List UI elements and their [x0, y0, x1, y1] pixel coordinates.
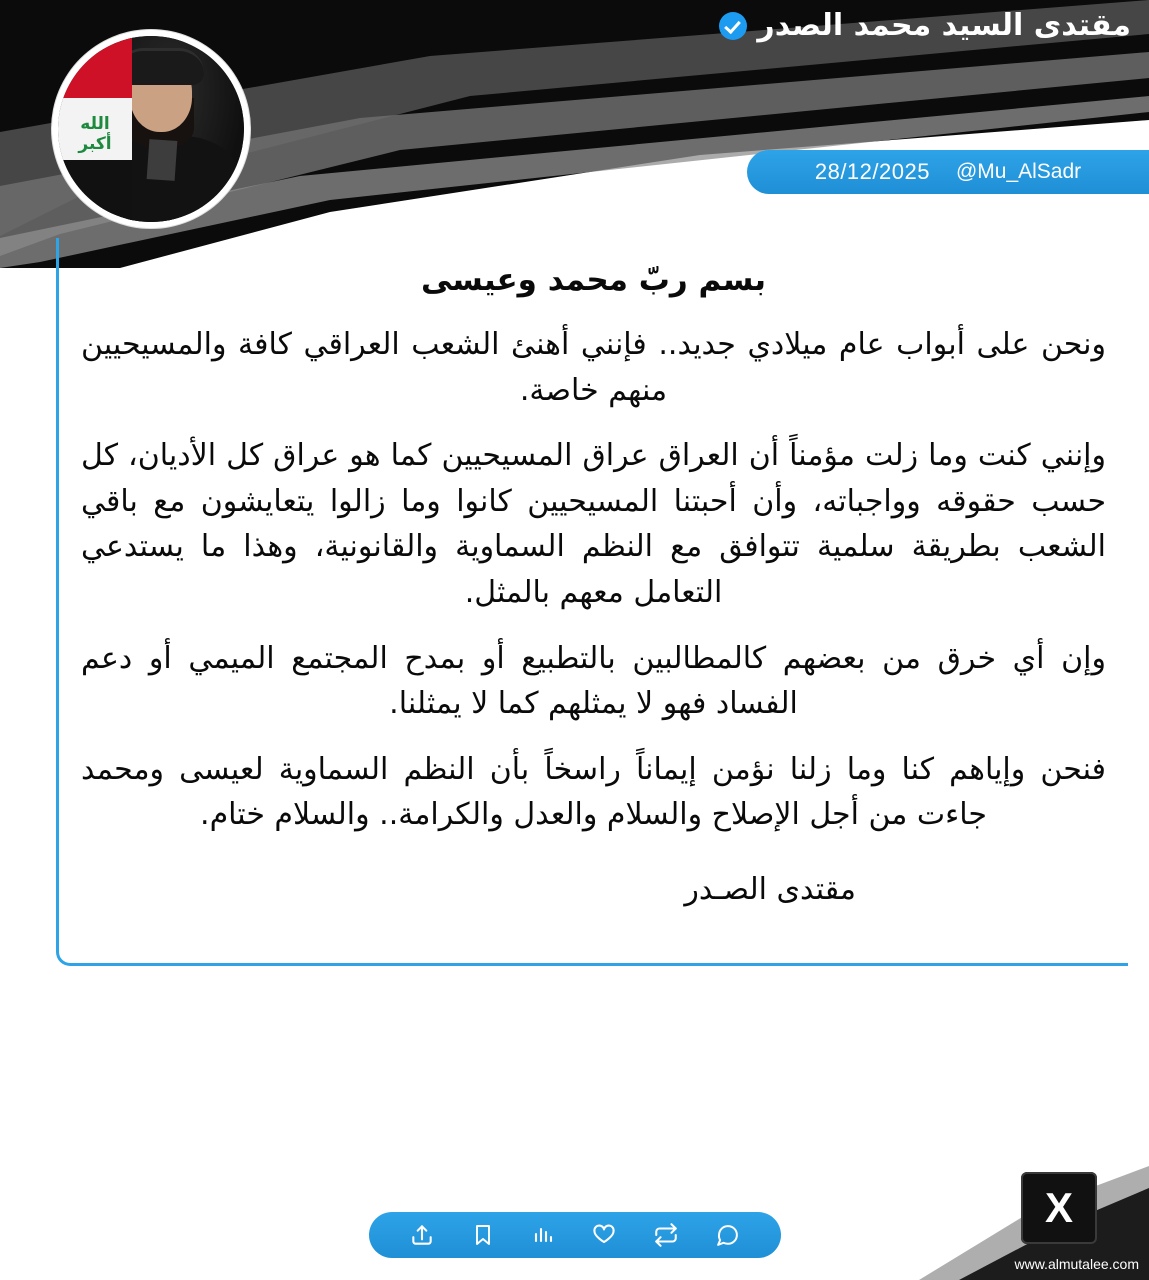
post-meta-bar	[747, 150, 1149, 194]
reply-icon[interactable]	[715, 1223, 740, 1248]
post-paragraph-1: ونحن على أبواب عام ميلادي جديد.. فإنني أهنئ الشعب العراقي كافة والمسيحيين منهم خاصة.	[81, 327, 1106, 408]
avatar-image	[58, 36, 244, 222]
analytics-icon[interactable]	[531, 1223, 555, 1247]
watermark-url: www.almutalee.com	[1014, 1256, 1139, 1272]
portrait-collar	[147, 139, 178, 181]
post-action-bar	[369, 1212, 781, 1258]
post-date: 28/12/2025	[814, 159, 930, 184]
avatar[interactable]	[52, 30, 250, 228]
site-watermark	[919, 1148, 1149, 1280]
x-logo-icon	[1021, 1172, 1097, 1244]
x-logo-letter: X	[1045, 1184, 1074, 1231]
account-name-header	[710, 8, 1131, 43]
iraq-flag-takbir-icon: الله أكبر	[78, 114, 112, 155]
like-icon[interactable]	[591, 1222, 617, 1248]
post-paragraph-4: فنحن وإياهم كنا وما زلنا نؤمن إيماناً راسخاً بأن النظم السماوية لعيسى ومحمد جاءت من أجل الإصلاح والسلام والعدل والكرامة.. والسلام ختام.	[81, 751, 1106, 833]
post-paragraph-3: وإن أي خرق من بعضهم كالمطالبين بالتطبيع أو بمدح المجتمع الميمي أو دعم الفساد فهو لا يمثلهم كما لا يمثلنا.	[81, 640, 1106, 722]
retweet-icon[interactable]	[653, 1222, 679, 1248]
iraq-flag-black-band	[58, 160, 132, 222]
post-signature: مقتدى الصـدر	[684, 871, 856, 907]
post-content	[56, 238, 1128, 966]
iraq-flag-red-band	[58, 36, 132, 98]
post-paragraph-2: وإنني كنت وما زلت مؤمناً أن العراق عراق المسيحيين كما هو عراق كل الأديان، كل حسب حقوقه وواجباته، وأن أحبتنا المسيحيين كانوا وما زالوا يتعايشون مع باقي الشعب بطريقة سلمية تتوافق مع النظم السماوية والقانونية، وهذا ما يستدعي التعامل معهم بالمثل.	[81, 438, 1106, 610]
share-icon[interactable]	[409, 1222, 435, 1248]
account-name-text: مقتدى السيد محمد الصدر	[757, 8, 1131, 43]
post-basmala: بسم ربّ محمد وعيسى	[420, 262, 767, 298]
post-handle[interactable]: @Mu_AlSadr	[955, 160, 1082, 183]
bookmark-icon[interactable]	[471, 1223, 495, 1247]
verified-badge-icon	[719, 12, 747, 40]
